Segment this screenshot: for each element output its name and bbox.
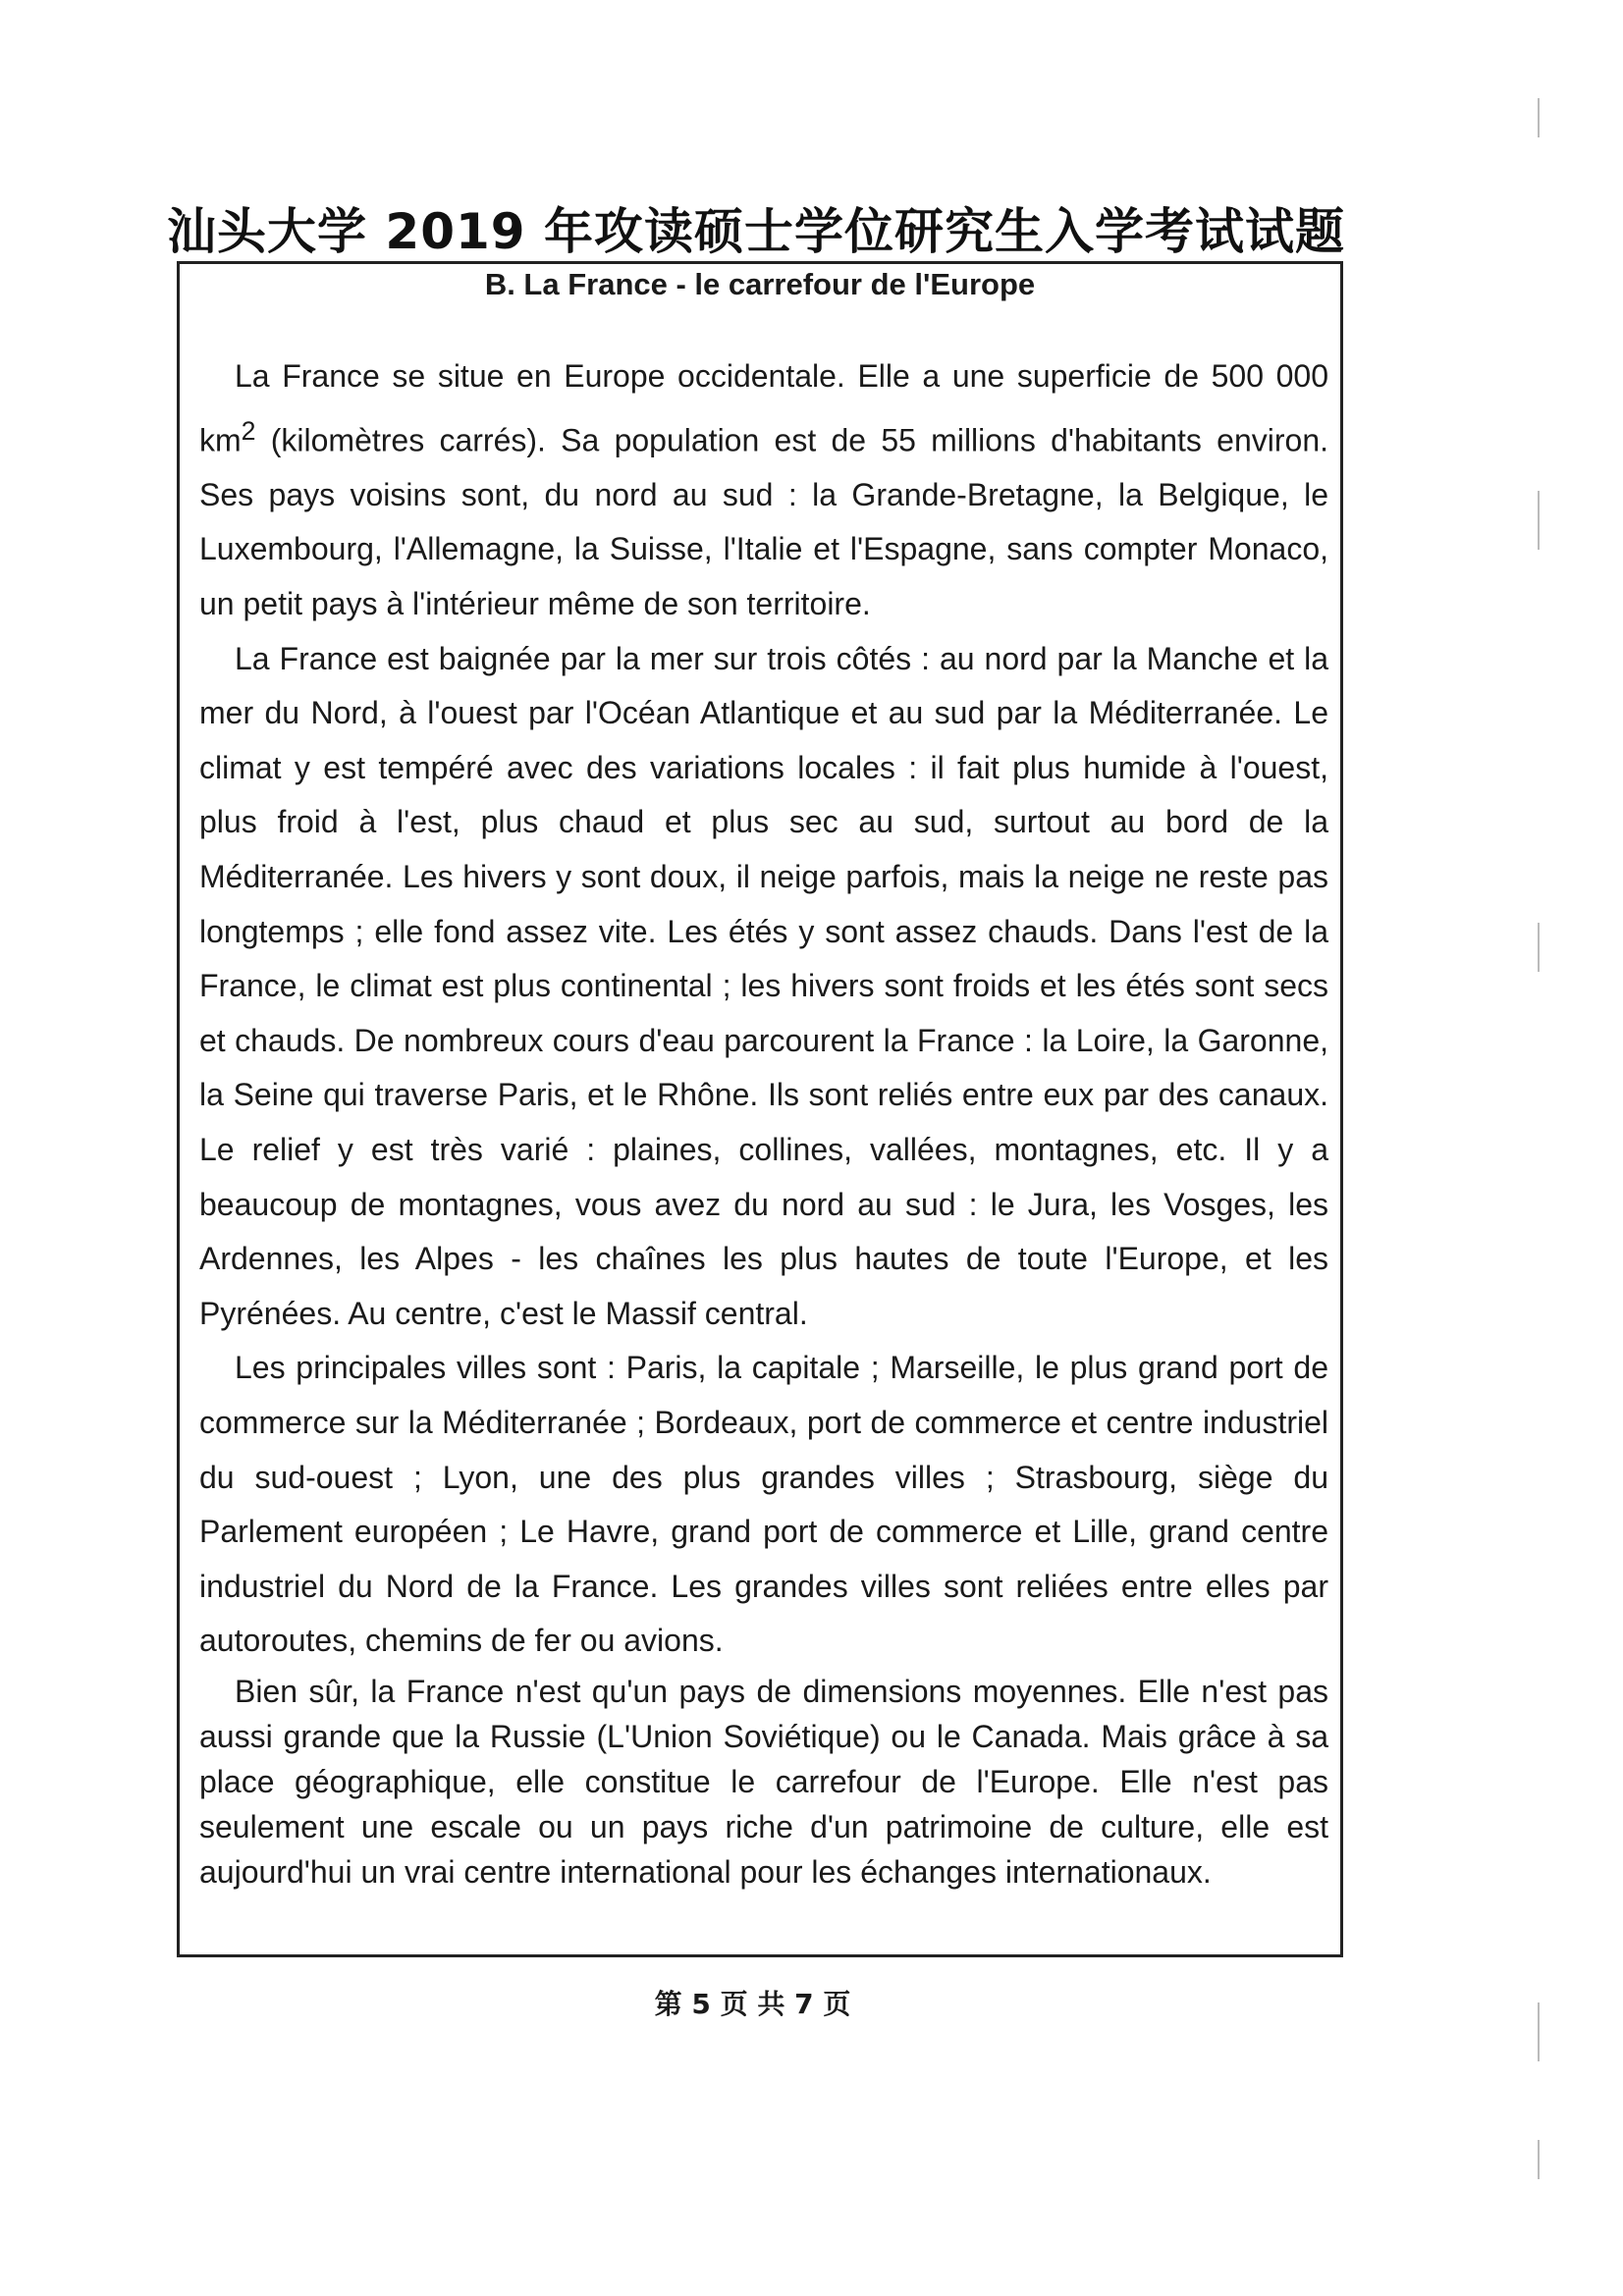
- scan-edge-mark: [1538, 2002, 1540, 2061]
- exam-title: 汕头大学 2019 年攻读硕士学位研究生入学考试试题: [167, 203, 1345, 260]
- superscript-two: 2: [241, 415, 256, 446]
- scan-edge-mark: [1538, 98, 1540, 137]
- scan-edge-mark: [1538, 491, 1540, 550]
- paragraph-2: La France est baignée par la mer sur trois côtés : au nord par la Manche et la mer du Nord, à l'ouest par l'Océan Atlantique et au sud par la Méditerranée. Le climat y est tempéré avec des variations locales : il fait plus humide à l'ouest, plus froid à l'est, plus chaud et plus sec au sud, surtout au bord de la Méditerranée. Les hivers y sont doux, il neige parfois, mais la neige ne reste pas longtemps ; elle fond assez vite. Les étés y sont assez chauds. Dans l'est de la France, le climat est plus continental ; les hivers sont froids et les étés sont secs et chauds. De nombreux cours d'eau parcourent la France : la Loire, la Garonne, la Seine qui traverse Paris, et le Rhône. Ils sont reliés entre eux par des canaux. Le relief y est très varié : plaines, collines, vallées, montagnes, etc. Il y a beaucoup de montagnes, vous avez du nord au sud : le Jura, les Vosges, les Ardennes, les Alpes - les chaînes les plus hautes de toute l'Europe, et les Pyrénées. Au centre, c'est le Massif central.: [199, 640, 1328, 1331]
- paragraph-1: [199, 349, 1328, 632]
- scan-edge-mark: [1538, 923, 1540, 972]
- paragraph-3: Les principales villes sont : Paris, la capitale ; Marseille, le plus grand port de commerce sur la Méditerranée ; Bordeaux, port de commerce et centre industriel du sud-ouest ; Lyon, une des plus grandes villes ; Strasbourg, siège du Parlement européen ; Le Havre, grand port de commerce et Lille, grand centre industriel du Nord de la France. Les grandes villes sont reliées entre elles par autoroutes, chemins de fer ou avions.: [199, 1350, 1328, 1659]
- paragraph-1-part-b: (kilomètres carrés). Sa population est de 55 millions d'habitants environ. Ses pays voisins sont, du nord au sud : la Grande-Bretagne, la Belgique, le Luxembourg, l'Allemagne, la Suisse, l'Italie et l'Espagne, sans compter Monaco, un petit pays à l'intérieur même de son territoire.: [199, 422, 1328, 622]
- page-number: 第 5 页 共 7 页: [654, 1988, 851, 2020]
- paragraph-1-part-a: La France se situe en Europe occidentale. Elle a une superficie de 500 000 km: [199, 358, 1328, 458]
- paragraph-4: Bien sûr, la France n'est qu'un pays de dimensions moyennes. Elle n'est pas aussi grande que la Russie (L'Union Soviétique) ou le Canada. Mais grâce à sa place géographique, elle constitue le carrefour de l'Europe. Elle n'est pas seulement une escale ou un pays riche d'un patrimoine de culture, elle est aujourd'hui un vrai centre international pour les échanges internationaux.: [199, 1673, 1328, 1890]
- scan-edge-mark: [1538, 2140, 1540, 2179]
- article-body: [199, 349, 1328, 1895]
- section-heading: B. La France - le carrefour de l'Europe: [484, 267, 1036, 301]
